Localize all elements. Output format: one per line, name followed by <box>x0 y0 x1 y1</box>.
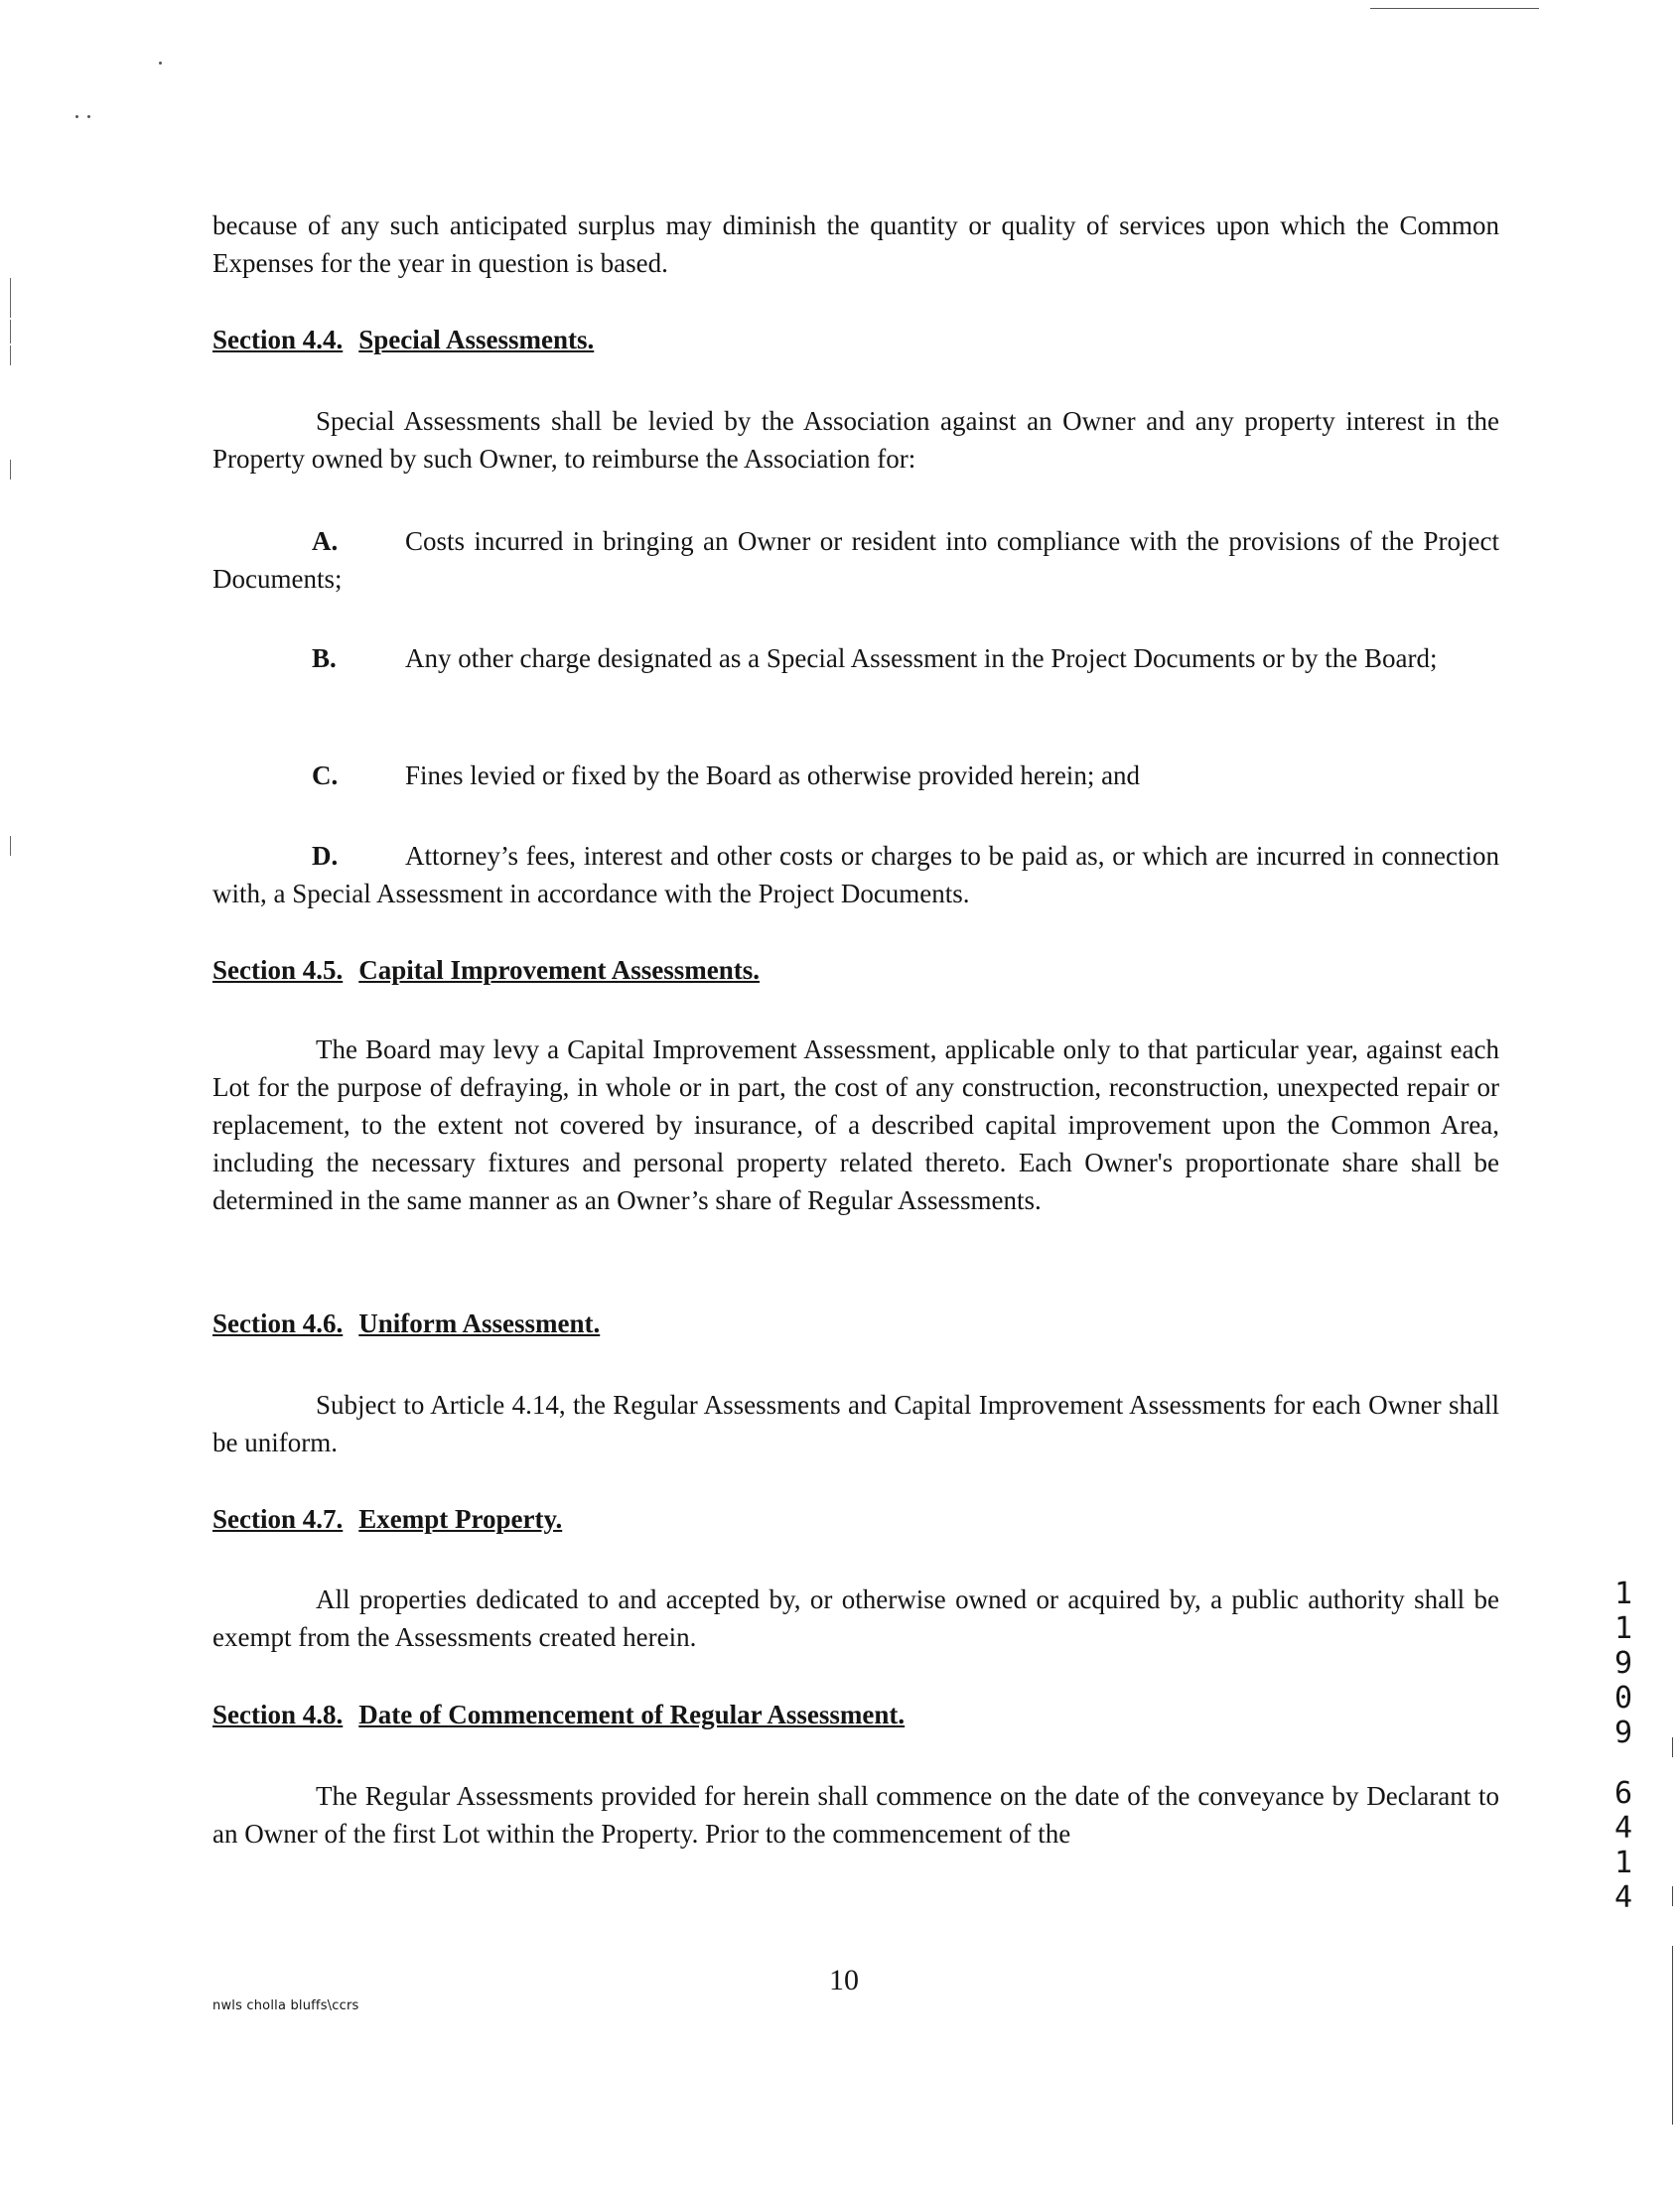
stamp-digit: 0 <box>1613 1681 1633 1716</box>
section-body: All properties dedicated to and accepted by, or otherwise owned or acquired by, a public authority shall be exempt from the Assessments created herein. <box>212 1584 1499 1652</box>
list-item-text: Attorney’s fees, interest and other costs or charges to be paid as, or which are incurred in connection with, a Special Assessment in accordance with the Project Documents. <box>212 841 1499 908</box>
margin-bar <box>10 836 11 856</box>
margin-bar <box>10 320 11 344</box>
list-item-label: C. <box>312 760 339 790</box>
section-body: The Regular Assessments provided for herein shall commence on the date of the conveyance by Declarant to an Owner of the first Lot within the Property. Prior to the commencement of the <box>212 1781 1499 1849</box>
section-number: Section 4.5. <box>212 955 344 985</box>
stamp-digit: 4 <box>1613 1880 1633 1915</box>
scan-edge-line <box>1672 1886 1673 1906</box>
section-4-6-body-block <box>212 1386 1499 1461</box>
margin-bar <box>10 278 11 318</box>
section-4-5 <box>212 951 1499 989</box>
section-heading <box>212 951 1499 989</box>
section-4-5-body-block <box>212 1031 1499 1219</box>
header-rule <box>1370 8 1539 9</box>
section-4-8-body-block <box>212 1777 1499 1853</box>
section-title: Capital Improvement Assessments. <box>358 955 760 985</box>
recording-number-stamp <box>1609 1577 1638 1915</box>
section-4-8 <box>212 1696 1499 1733</box>
section-heading <box>212 1696 1499 1733</box>
section-intro: Special Assessments shall be levied by the Association against an Owner and any property interest in the Property owned by such Owner, to reimburse the Association for: <box>212 406 1499 474</box>
scan-speck <box>87 115 90 118</box>
margin-bar <box>10 460 11 480</box>
section-4-6 <box>212 1305 1499 1342</box>
section-title: Date of Commencement of Regular Assessment. <box>358 1700 906 1729</box>
stamp-digit: 6 <box>1613 1776 1633 1811</box>
section-title: Special Assessments. <box>358 325 595 354</box>
section-body: Subject to Article 4.14, the Regular Assessments and Capital Improvement Assessments for each Owner shall be uniform. <box>212 1390 1499 1457</box>
list-item-text: Any other charge designated as a Special Assessment in the Project Documents or by the Board; <box>405 643 1438 673</box>
list-item-label: B. <box>312 643 337 673</box>
list-item-text: Costs incurred in bringing an Owner or resident into compliance with the provisions of the Project Documents; <box>212 526 1499 594</box>
section-4-7-body-block <box>212 1581 1499 1656</box>
stamp-digit: 9 <box>1613 1646 1633 1681</box>
section-heading <box>212 321 1499 358</box>
list-item <box>212 837 1499 912</box>
list-item <box>212 756 1499 794</box>
stamp-digit: 1 <box>1613 1846 1633 1880</box>
stamp-digit: 4 <box>1613 1811 1633 1846</box>
section-heading <box>212 1305 1499 1342</box>
margin-bar <box>10 345 11 365</box>
scan-speck <box>75 115 78 118</box>
list-item-text: Fines levied or fixed by the Board as otherwise provided herein; and <box>405 760 1141 790</box>
section-number: Section 4.6. <box>212 1308 344 1338</box>
stamp-digit: 1 <box>1613 1577 1633 1611</box>
stamp-digit: 9 <box>1613 1716 1633 1750</box>
footer-file-path: nwls cholla bluffs\ccrs <box>212 1998 359 2013</box>
section-heading <box>212 1500 1499 1538</box>
section-4-4 <box>212 321 1499 358</box>
stamp-digit: 1 <box>1613 1611 1633 1646</box>
section-title: Uniform Assessment. <box>358 1308 601 1338</box>
section-number: Section 4.4. <box>212 325 344 354</box>
section-number: Section 4.8. <box>212 1700 344 1729</box>
list-item <box>212 639 1499 677</box>
section-title: Exempt Property. <box>358 1504 563 1534</box>
continuation-paragraph: because of any such anticipated surplus may diminish the quantity or quality of services upon which the Common Expenses for the year in question is based. <box>212 210 1499 278</box>
list-item-label: A. <box>312 526 339 556</box>
list-item-label: D. <box>312 841 339 871</box>
section-body: The Board may levy a Capital Improvement Assessment, applicable only to that particular year, against each Lot for the purpose of defraying, in whole or in part, the cost of any construction, reconstruction, unexpected repair or replacement, to the extent not covered by insurance, of a described capital improvement upon the Common Area, including the necessary fixtures and personal property related thereto. Each Owner's proportionate share shall be determined in the same manner as an Owner’s share of Regular Assessments. <box>212 1034 1499 1215</box>
scan-edge-line <box>1672 1737 1673 1757</box>
list-item <box>212 522 1499 598</box>
scan-speck <box>159 62 162 65</box>
scan-edge-line <box>1672 1946 1673 2125</box>
section-4-4-intro-block <box>212 402 1499 478</box>
continuation-block <box>212 206 1499 282</box>
section-number: Section 4.7. <box>212 1504 344 1534</box>
section-4-7 <box>212 1500 1499 1538</box>
page-number: 10 <box>829 1964 859 1996</box>
